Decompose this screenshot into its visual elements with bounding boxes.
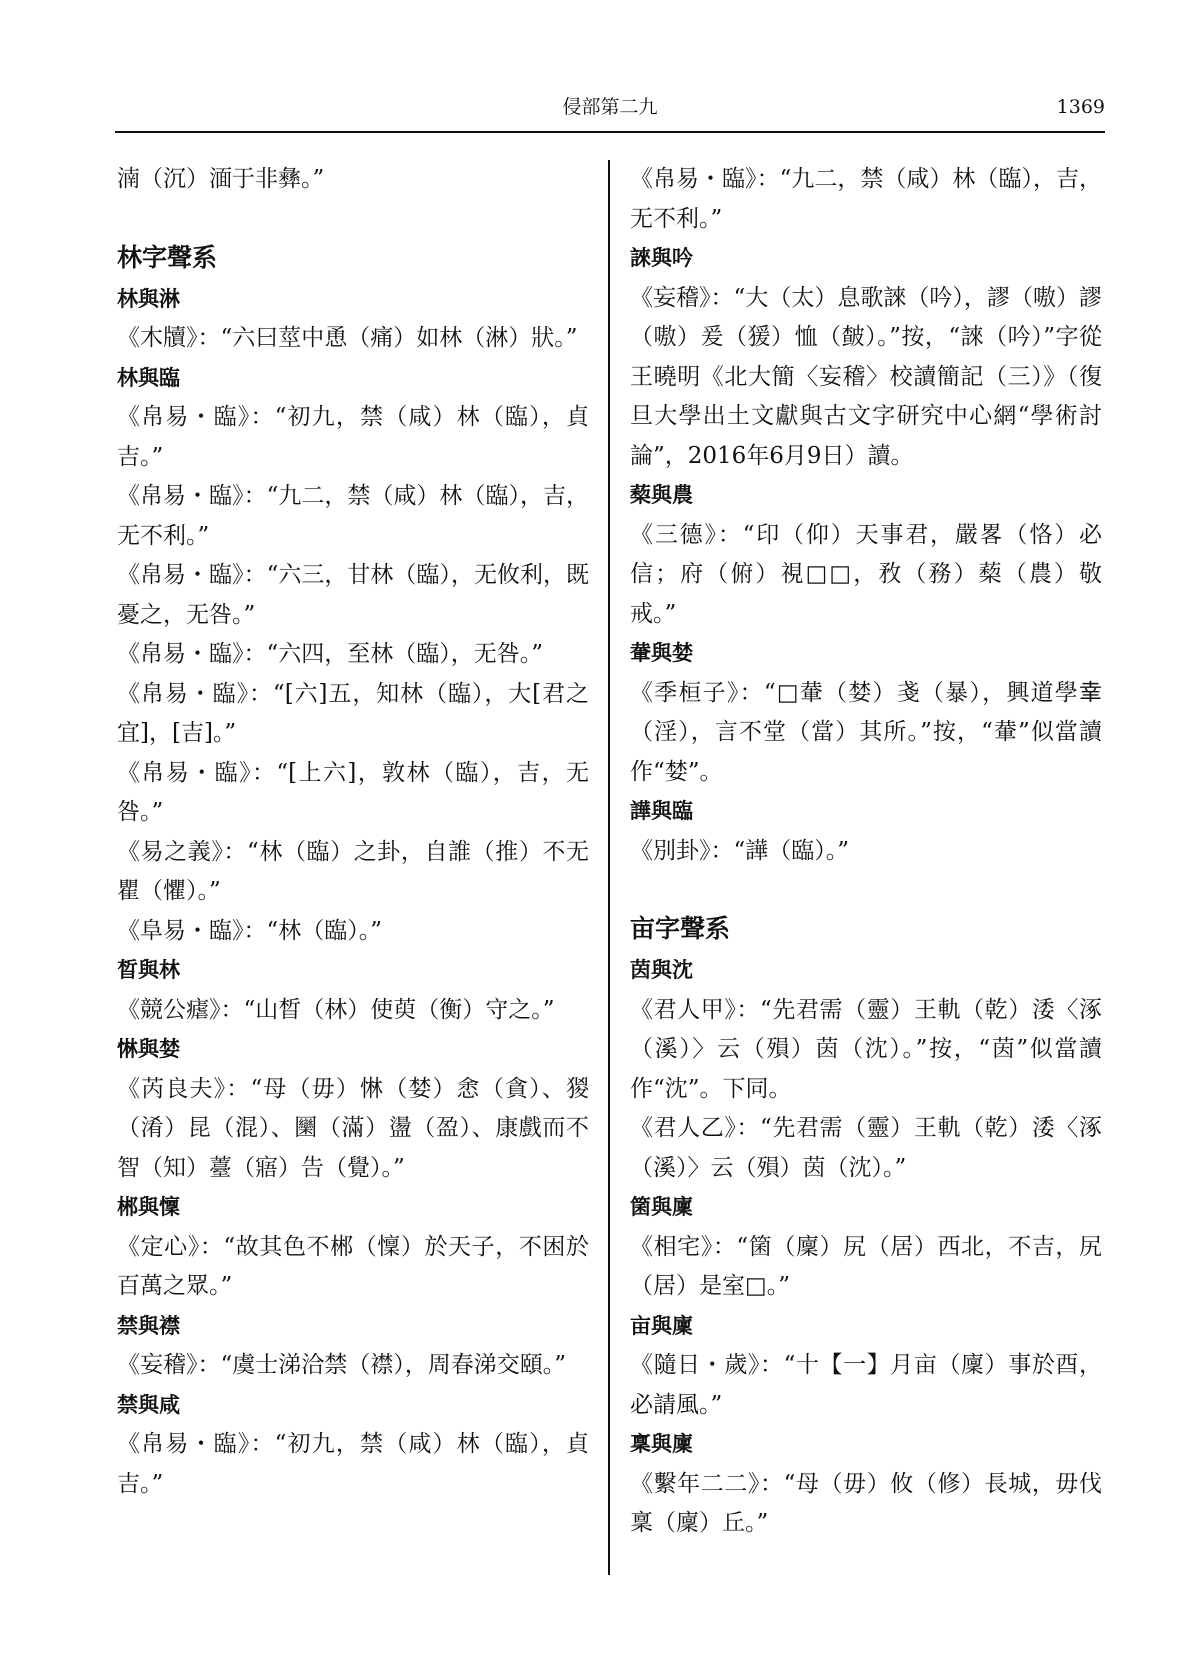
citation-text: 《妄稽》：“虞士涕洽禁（襟），周春涕交頤。” (117, 1352, 567, 1378)
citation-text: 《帛易・臨》：“初九，禁（咸）林（臨），貞吉。” (117, 1431, 589, 1497)
right-column (630, 160, 1102, 1544)
entry-heading: 誺與吟 (630, 246, 693, 270)
citation-text: 《君人乙》：“先君需（靈）王軌（乾）涹〈涿（溪）〉云（殞）茵（沈）。” (630, 1115, 1102, 1181)
citation-text: 《妄稽》：“大（太）息歌誺（吟），謬（嗷）謬（嗷）爰（猨）恤（皶）。”按，“誺（吟）”字從王曉明《北大簡〈妄稽〉校讀簡記（三）》（復旦大學出土文獻與古文字研究中心網“學術討論”，2016年6月9日）讀。 (630, 284, 1102, 469)
citation-text: 《別卦》：“譁（臨）。” (630, 837, 850, 864)
citation-text: 《帛易・臨》：“[上六]，敦林（臨），吉，无咎。” (117, 759, 589, 825)
citation-text: 《繫年二二》：“母（毋）攸（修）長城，毋伐稟（廩）丘。” (630, 1470, 1102, 1536)
header-rule (115, 131, 1105, 133)
citation-text: 《隨日・歲》：“十【一】月亩（廩）事於酉，必請風。” (630, 1352, 1102, 1418)
citation-text: 《帛易・臨》：“九二，禁（咸）林（臨），吉，无不利。” (117, 483, 589, 549)
entry-heading: 郴與懍 (117, 1195, 180, 1219)
citation-text: 《競公瘧》：“山晳（林）使萸（衡）守之。” (117, 996, 555, 1023)
entry-heading: 禁與襟 (117, 1313, 180, 1338)
entry-heading: 亩與廩 (630, 1313, 693, 1338)
section-heading: 林字聲系 (117, 242, 218, 272)
citation-text: 《季桓子》：“□輂（婪）戔（暴），興道學𦍒（淫），言不堂（當）其所。”按，“輂”似當讀作“婪”。 (630, 679, 1102, 785)
section-heading: 亩字聲系 (630, 914, 731, 943)
citation-text: 《阜易・臨》：“林（臨）。” (117, 917, 383, 944)
entry-heading: 譁與臨 (630, 799, 693, 823)
page-number: 1369 (1056, 96, 1105, 118)
column-divider (608, 160, 610, 1575)
entry-heading: 茵與沈 (630, 958, 693, 982)
citation-text: 《三德》：“印（仰）天事君，嚴畧（恪）必信；府（俯）視□□，敄（務）蔾（農）敬戒。” (630, 521, 1102, 627)
citation-text: 《定心》：“故其色不郴（懍）於天子，不困於百萬之眾。” (117, 1233, 589, 1299)
entry-heading: 輂與婪 (630, 641, 693, 665)
left-column (117, 160, 589, 1504)
entry-heading: 箘與廩 (630, 1195, 693, 1219)
entry-heading: 林與淋 (117, 286, 180, 311)
citation-text: 《帛易・臨》：“[六]五，知林（臨），大[君之宜]，[吉]。” (117, 680, 589, 746)
citation-text: 《易之義》：“林（臨）之卦，自誰（推）不无瞿（懼）。” (117, 838, 589, 904)
entry-heading: 惏與婪 (117, 1037, 180, 1061)
entry-heading: 林與臨 (117, 365, 180, 390)
citation-text: 《芮良夫》：“母（毋）惏（婪）悆（貪）、猣（淆）昆（混）、圞（滿）盪（盈）、康戲而不智（知）薹（寤）告（覺）。” (117, 1075, 589, 1181)
entry-heading: 稟與廩 (630, 1432, 693, 1456)
entry-heading: 蔾與農 (630, 483, 693, 507)
citation-text: 湳（沉）湎于非彝。” (117, 166, 325, 192)
page-header (115, 92, 1105, 130)
citation-text: 《帛易・臨》：“初九，禁（咸）林（臨），貞吉。” (117, 404, 589, 470)
entry-heading: 晳與林 (117, 958, 180, 982)
citation-text: 《帛易・臨》：“六四，至林（臨），无咎。” (117, 641, 544, 667)
citation-text: 《君人甲》：“先君需（靈）王軌（乾）涹〈涿（溪）〉云（殞）茵（沈）。”按，“茵”似當讀作“沈”。下同。 (630, 996, 1102, 1102)
citation-text: 《帛易・臨》：“九二，禁（咸）林（臨），吉，无不利。” (630, 166, 1102, 232)
citation-text: 《帛易・臨》：“六三，甘林（臨），无攸利，既憂之，无咎。” (117, 562, 589, 628)
citation-text: 《木牘》：“六曰莖中恿（痛）如林（淋）狀。” (117, 325, 578, 351)
running-title: 侵部第二九 (562, 96, 658, 118)
entry-heading: 禁與咸 (117, 1392, 180, 1417)
citation-text: 《相宅》：“箘（廩）尻（居）西北，不吉，尻（居）是室□。” (630, 1233, 1102, 1299)
